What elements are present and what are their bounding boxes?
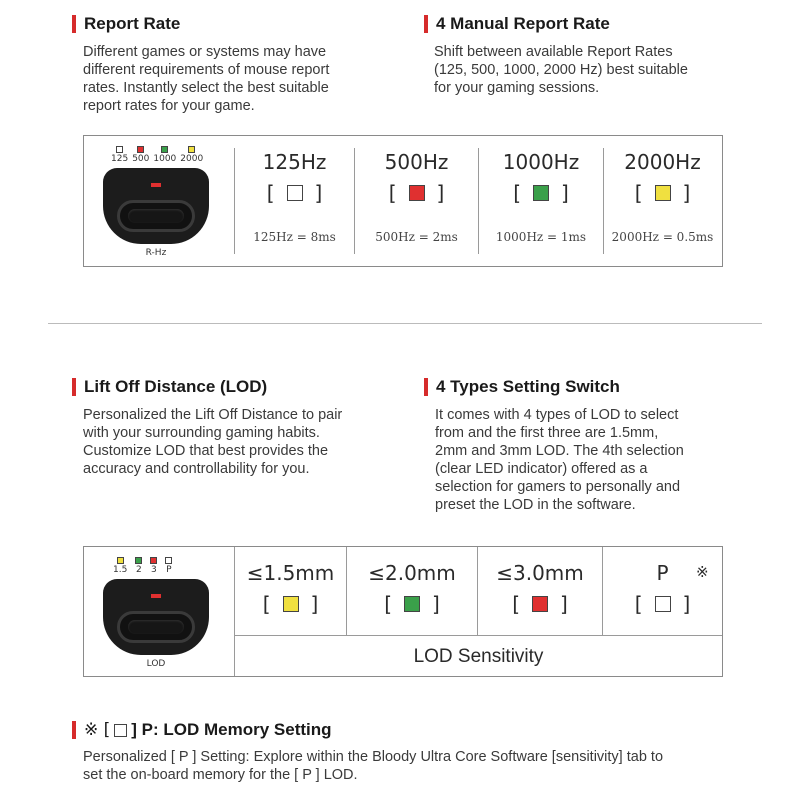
- lod-led-legend: [113, 557, 172, 575]
- legend-label: 2: [135, 565, 142, 575]
- section-separator: [48, 323, 762, 324]
- report-rate-panel: [83, 135, 723, 267]
- legend-item: [111, 146, 128, 164]
- legend-item: [153, 146, 176, 164]
- legend-item: [135, 557, 142, 575]
- description-line: set the on-board memory for the [ P ] LOD.: [83, 767, 358, 783]
- lod-cell-indicator: [603, 591, 722, 617]
- rate-led-legend: [111, 146, 203, 164]
- custom-mark-icon: ※: [696, 563, 709, 581]
- legend-label: 2000: [180, 154, 204, 164]
- description-line: accuracy and controllability for you.: [83, 461, 310, 477]
- led-color-square: [283, 596, 299, 612]
- rate-switch-button: [117, 200, 195, 232]
- led-indicator: [151, 183, 161, 187]
- led-swatch: [137, 146, 144, 153]
- rate-cell-note: 2000Hz = 0.5ms: [611, 230, 714, 244]
- description-line: Customize LOD that best provides the: [83, 443, 329, 459]
- manual-report-rate-description: [434, 43, 688, 97]
- lod-switch-title: 4 Types Setting Switch: [436, 377, 620, 396]
- description-line: rates. Instantly select the best suitable: [83, 80, 329, 96]
- rate-cell-title: 500Hz: [384, 150, 449, 174]
- memory-heading-prefix: ※ [: [84, 720, 111, 740]
- bracket-left: [: [266, 181, 275, 205]
- row-divider: [234, 635, 722, 636]
- mouse-label: R-Hz: [145, 248, 167, 258]
- description-line: Shift between available Report Rates: [434, 44, 673, 60]
- bracket-right: ]: [561, 181, 569, 205]
- bracket-left: [: [262, 592, 271, 616]
- rate-cell-title: 2000Hz: [624, 150, 701, 174]
- lod-switch-heading: [424, 377, 620, 397]
- lod-title: Lift Off Distance (LOD): [84, 377, 268, 396]
- led-color-square: [655, 185, 671, 201]
- rate-cell-title: 125Hz: [262, 150, 327, 174]
- lod-cell-indicator: [347, 591, 477, 617]
- lod-description: [83, 406, 342, 478]
- bracket-left: [: [512, 592, 520, 616]
- description-line: from and the first three are 1.5mm,: [435, 425, 659, 441]
- description-line: report rates for your game.: [83, 98, 255, 114]
- report-rate-title: Report Rate: [84, 14, 181, 33]
- memory-description: [83, 748, 663, 784]
- rate-cell-note: 1000Hz = 1ms: [495, 230, 587, 244]
- rate-cell-indicator: [235, 180, 354, 206]
- rate-cell-indicator: [355, 180, 478, 206]
- mouse-bottom-image: [103, 168, 209, 244]
- report-rate-heading: [72, 14, 180, 34]
- bracket-right: ]: [682, 592, 691, 616]
- bracket-right: ]: [682, 181, 691, 205]
- lod-cell-title: ≤1.5mm: [246, 561, 335, 585]
- legend-item: [132, 146, 149, 164]
- description-line: (125, 500, 1000, 2000 Hz) best suitable: [434, 62, 688, 78]
- led-swatch: [165, 557, 172, 564]
- led-swatch: [188, 146, 195, 153]
- legend-item: [180, 146, 203, 164]
- description-line: It comes with 4 types of LOD to select: [435, 407, 679, 423]
- led-swatch: [116, 146, 123, 153]
- manual-report-rate-title: 4 Manual Report Rate: [436, 14, 610, 33]
- legend-label: P: [166, 565, 172, 575]
- lod-cell-title: P: [656, 561, 669, 585]
- legend-label: 500: [132, 154, 150, 164]
- bracket-left: [: [634, 592, 643, 616]
- legend-label: 1000: [153, 154, 177, 164]
- description-line: 2mm and 3mm LOD. The 4th selection: [435, 443, 684, 459]
- legend-label: 3: [150, 565, 157, 575]
- heading-accent-bar: [424, 378, 428, 396]
- memory-heading-title: ] P: LOD Memory Setting: [131, 720, 332, 739]
- led-swatch: [117, 557, 124, 564]
- led-color-square: [533, 185, 549, 201]
- led-color-square: [404, 596, 420, 612]
- mouse-bottom-image: [103, 579, 209, 655]
- bracket-right: ]: [310, 592, 319, 616]
- led-swatch: [135, 557, 142, 564]
- led-indicator: [151, 594, 161, 598]
- bracket-left: [: [513, 181, 521, 205]
- heading-accent-bar: [424, 15, 428, 33]
- lod-cell-title: ≤3.0mm: [496, 561, 584, 585]
- lod-sensitivity-label: LOD Sensitivity: [413, 646, 544, 667]
- lod-switch-button: [117, 611, 195, 643]
- led-color-square: [409, 185, 425, 201]
- description-line: for your gaming sessions.: [434, 80, 600, 96]
- rate-cell-note: 125Hz = 8ms: [253, 230, 336, 244]
- bracket-right: ]: [436, 181, 445, 205]
- legend-label: 1.5: [113, 565, 128, 575]
- description-line: selection for gamers to personally and: [435, 479, 681, 495]
- led-color-square: [532, 596, 548, 612]
- legend-label: 125: [111, 154, 129, 164]
- description-line: different requirements of mouse report: [83, 62, 330, 78]
- mouse-label: LOD: [146, 659, 166, 669]
- bracket-left: [: [388, 181, 397, 205]
- heading-accent-bar: [72, 378, 76, 396]
- led-color-square: [655, 596, 671, 612]
- bracket-left: [: [384, 592, 392, 616]
- lod-cell-indicator: [478, 591, 602, 617]
- rate-cell-note: 500Hz = 2ms: [375, 230, 458, 244]
- description-line: Personalized the Lift Off Distance to pair: [83, 407, 343, 423]
- description-line: Different games or systems may have: [83, 44, 327, 60]
- bracket-left: [: [634, 181, 643, 205]
- legend-item: [165, 557, 172, 575]
- lod-cell-indicator: [235, 591, 346, 617]
- memory-heading: [72, 720, 332, 740]
- rate-cell-indicator: [604, 180, 721, 206]
- bracket-right: ]: [314, 181, 323, 205]
- bracket-right: ]: [432, 592, 440, 616]
- description-line: preset the LOD in the software.: [435, 497, 636, 513]
- report-rate-description: [83, 43, 329, 115]
- led-swatch: [161, 146, 168, 153]
- heading-accent-bar: [72, 721, 76, 739]
- lod-cell-title: ≤2.0mm: [368, 561, 456, 585]
- led-swatch: [150, 557, 157, 564]
- description-line: (clear LED indicator) offered as a: [435, 461, 648, 477]
- heading-accent-bar: [72, 15, 76, 33]
- lod-panel: [83, 546, 723, 677]
- description-line: Personalized [ P ] Setting: Explore within the Bloody Ultra Core Software [sensitivity] tab to: [83, 749, 664, 765]
- lod-heading: [72, 377, 267, 397]
- led-color-square: [287, 185, 303, 201]
- manual-report-rate-heading: [424, 14, 610, 34]
- lod-switch-description: [435, 406, 684, 514]
- bracket-right: ]: [560, 592, 568, 616]
- legend-item: [113, 557, 127, 575]
- rate-cell-title: 1000Hz: [502, 150, 580, 174]
- rate-cell-indicator: [479, 180, 603, 206]
- empty-led-square: [114, 724, 127, 737]
- description-line: with your surrounding gaming habits.: [83, 425, 320, 441]
- legend-item: [150, 557, 157, 575]
